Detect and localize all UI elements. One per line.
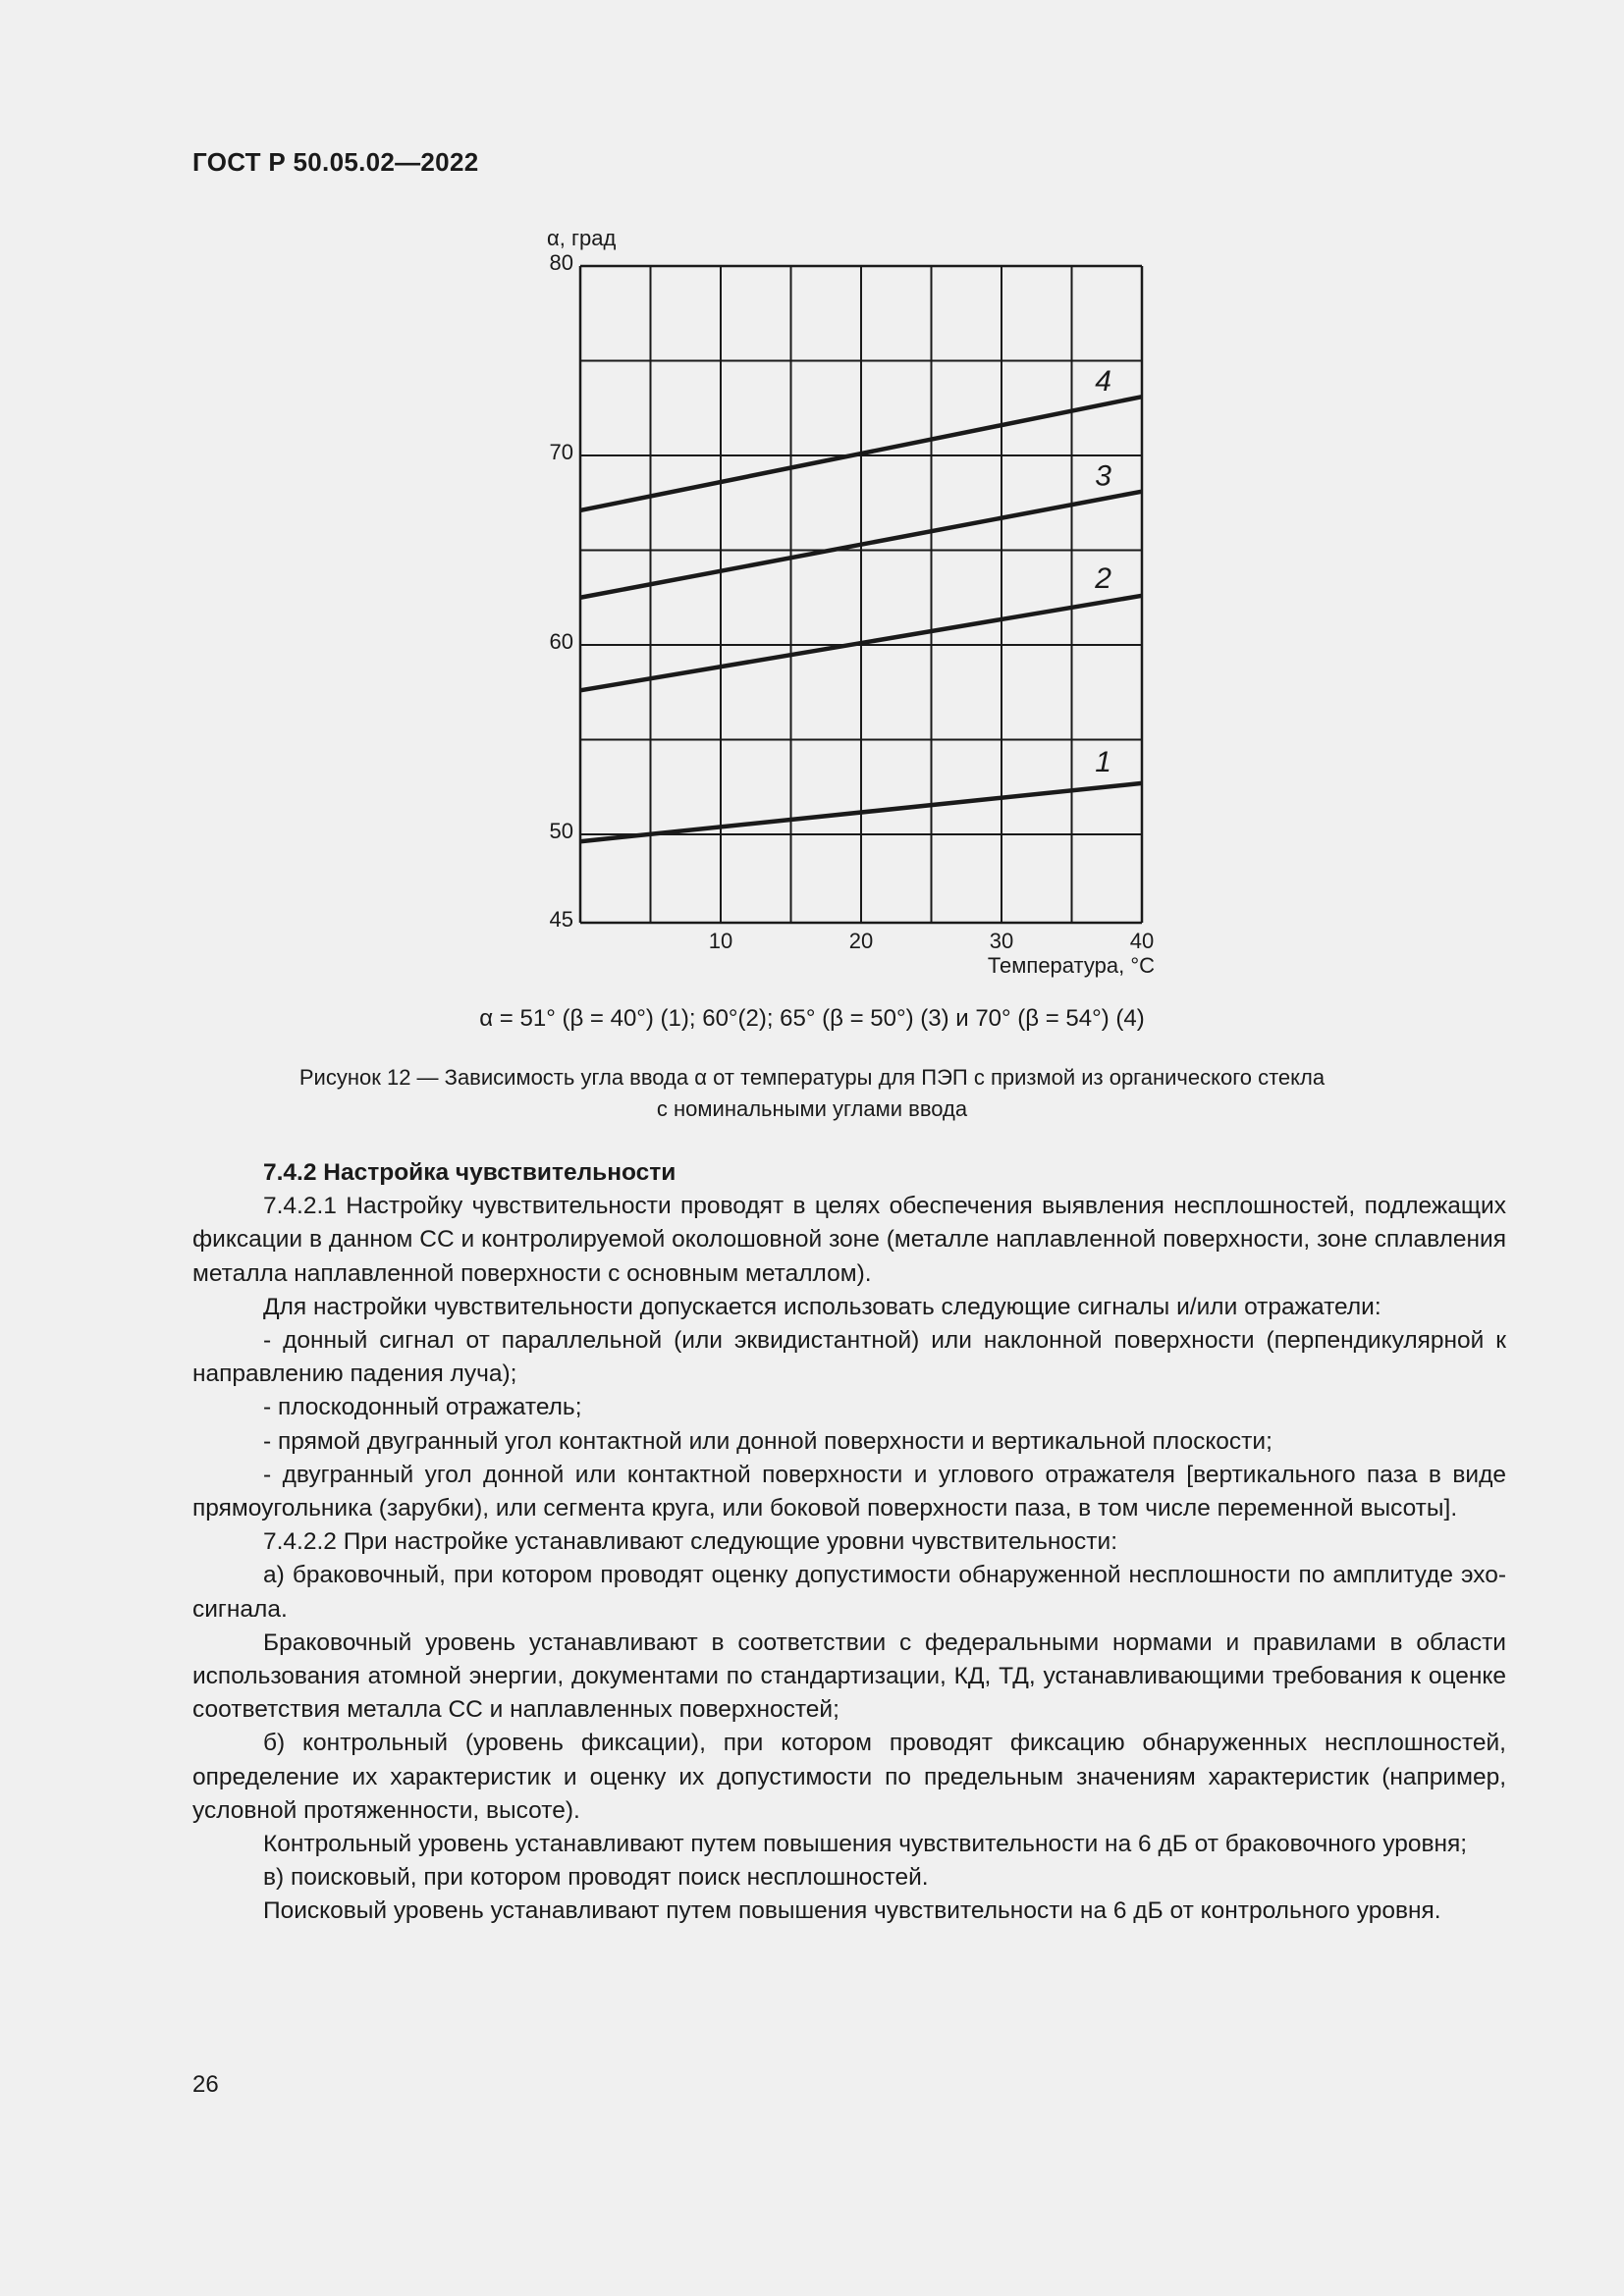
- series-label-3: 3: [1095, 459, 1111, 493]
- figure-caption-line2: с номинальными углами ввода: [656, 1096, 968, 1121]
- y-tick-label: 50: [549, 819, 573, 843]
- paragraph: Поисковый уровень устанавливают путем повышения чувствительности на 6 дБ от контрольного уровня.: [263, 1897, 1441, 1925]
- series-label-1: 1: [1095, 746, 1111, 779]
- paragraph: а) браковочный, при котором проводят оценку допустимости обнаруженной несплошности по амплитуде эхо-сигнала.: [192, 1562, 1506, 1623]
- series-label-2: 2: [1095, 561, 1111, 595]
- x-tick-label: 30: [989, 929, 1014, 953]
- paragraph: Контрольный уровень устанавливают путем повышения чувствительности на 6 дБ от браковочного уровня;: [263, 1831, 1468, 1858]
- paragraph: 7.4.2.2 При настройке устанавливают следующие уровни чувствительности:: [263, 1528, 1118, 1556]
- list-item: - донный сигнал от параллельной (или эквидистантной) или наклонной поверхности (перпендикулярной к направлению падения луча);: [192, 1327, 1506, 1388]
- paragraph: 7.4.2.1 Настройку чувствительности проводят в целях обеспечения выявления несплошностей, подлежащих фиксации в данном СС и контролируемой околошовной зоне (металле наплавленной поверхности, зоне сплавления металла наплавленной поверхности с основным металлом).: [192, 1193, 1506, 1287]
- chart-ticks: [550, 250, 1155, 953]
- list-item: - двугранный угол донной или контактной поверхности и углового отражателя [вертикального паза в виде прямоугольника (зарубки), или сегмента круга, или боковой поверхности паза, в том числе переменной высоты].: [192, 1461, 1506, 1522]
- x-tick-label: 40: [1129, 929, 1155, 953]
- section-heading: 7.4.2 Настройка чувствительности: [263, 1159, 677, 1186]
- y-tick-label: 45: [549, 907, 573, 932]
- paragraph: в) поисковый, при котором проводят поиск несплошностей.: [263, 1864, 929, 1892]
- angle-temperature-chart: [0, 0, 1624, 991]
- list-item: - прямой двугранный угол контактной или донной поверхности и вертикальной плоскости;: [263, 1427, 1272, 1455]
- series-label-4: 4: [1095, 365, 1111, 399]
- x-tick-label: 20: [848, 929, 874, 953]
- y-axis-label: α, град: [547, 226, 617, 250]
- paragraph: Для настройки чувствительности допускается использовать следующие сигналы и/или отражатели:: [263, 1293, 1381, 1320]
- x-axis-label: Температура, °С: [987, 953, 1155, 978]
- y-tick-label: 70: [549, 440, 573, 464]
- chart-grid: [580, 266, 1142, 923]
- list-item: - плоскодонный отражатель;: [263, 1394, 582, 1421]
- document-header: ГОСТ Р 50.05.02—2022: [192, 147, 479, 177]
- paragraph: Браковочный уровень устанавливают в соответствии с федеральными нормами и правилами в области использования атомной энергии, документами по стандартизации, КД, ТД, устанавливающими требования к оценке соответствия металла СС и наплавленных поверхностей;: [192, 1629, 1506, 1724]
- figure-formula: α = 51° (β = 40°) (1); 60°(2); 65° (β = 50°) (3) и 70° (β = 54°) (4): [479, 1005, 1145, 1032]
- paragraph: б) контрольный (уровень фиксации), при котором проводят фиксацию обнаруженных несплошностей, определение их характеристик и оценку их допустимости по предельным значениям характеристик (например, условной протяженности, высоте).: [192, 1730, 1506, 1824]
- x-tick-label: 10: [708, 929, 733, 953]
- body-text: [192, 1156, 1506, 1929]
- page-number: 26: [192, 2071, 219, 2098]
- figure-caption-line1: Рисунок 12 — Зависимость угла ввода α от температуры для ПЭП с призмой из органического стекла: [298, 1065, 1326, 1090]
- y-tick-label: 60: [549, 629, 573, 654]
- figure-caption: [226, 1062, 1398, 1125]
- y-tick-label: 80: [549, 250, 573, 275]
